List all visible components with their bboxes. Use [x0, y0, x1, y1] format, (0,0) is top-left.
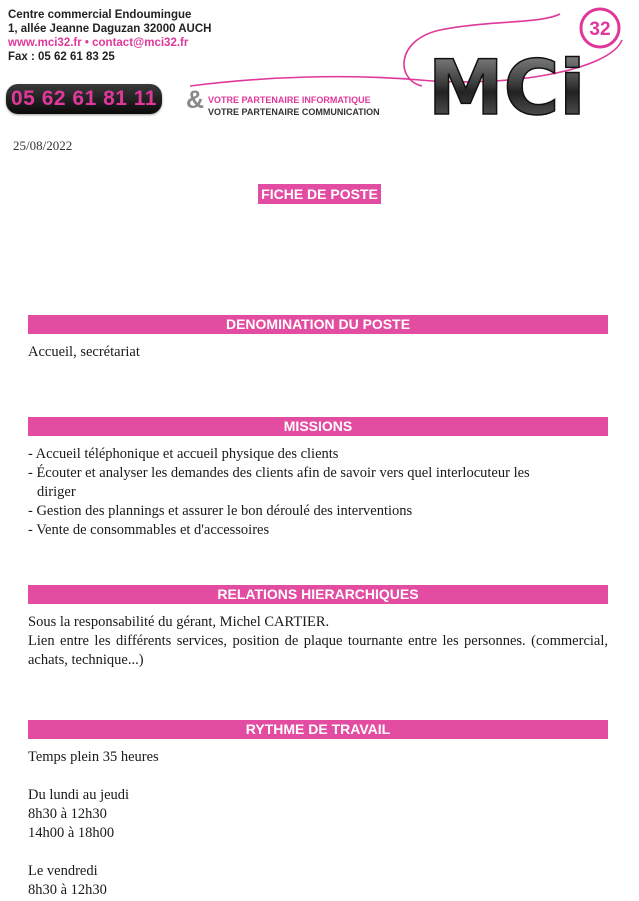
relations-manager-text: Sous la responsabilité du gérant, Michel CARTIER. — [28, 614, 330, 630]
tagline-communication: VOTRE PARTENAIRE COMMUNICATION — [208, 107, 380, 117]
list-item: - Accueil téléphonique et accueil physique des clients — [28, 446, 339, 462]
rythme-days-text: Du lundi au jeudi — [28, 787, 130, 803]
rythme-afternoon-text: 14h00 à 18h00 — [28, 825, 115, 841]
section-heading-rythme: RYTHME DE TRAVAIL — [28, 720, 608, 739]
section-heading-denomination: DENOMINATION DU POSTE — [28, 315, 608, 334]
denomination-text: Accueil, secrétariat — [28, 344, 140, 360]
company-web-email: www.mci32.fr • contact@mci32.fr — [8, 37, 189, 49]
document-title-row — [0, 184, 639, 204]
relations-role-text: Lien entre les différents services, position de plaque tournante entre les personnes. (commercial, achats, technique...) — [28, 633, 608, 668]
ampersand-mark: & — [186, 86, 205, 114]
company-fax: Fax : 05 62 61 83 25 — [8, 51, 115, 63]
spacer — [28, 843, 608, 862]
rythme-morning-text: 8h30 à 12h30 — [28, 806, 107, 822]
section-body-missions — [28, 445, 608, 540]
rythme-friday-text: Le vendredi — [28, 863, 98, 879]
company-name: Centre commercial Endoumingue — [8, 9, 192, 21]
rythme-friday-hours-text: 8h30 à 12h30 — [28, 882, 107, 898]
list-item: - Vente de consommables et d'accessoires — [28, 522, 270, 538]
section-heading-relations: RELATIONS HIERARCHIQUES — [28, 585, 608, 604]
section-heading-missions: MISSIONS — [28, 417, 608, 436]
section-body-relations — [28, 613, 608, 670]
list-item: - Gestion des plannings et assurer le bon déroulé des interventions — [28, 503, 413, 519]
list-item: - Écouter et analyser les demandes des clients afin de savoir vers quel interlocuteur les — [28, 465, 530, 481]
logo-mci-text: MCi — [428, 43, 586, 122]
section-body-rythme — [28, 748, 608, 900]
logo-badge-text: 32 — [589, 19, 611, 40]
section-body-denomination — [28, 343, 608, 362]
document-date: 25/08/2022 — [13, 138, 73, 153]
tagline — [208, 94, 380, 118]
document-title: FICHE DE POSTE — [258, 184, 381, 204]
rythme-hours-text: Temps plein 35 heures — [28, 749, 159, 765]
list-item: diriger — [37, 484, 76, 500]
phone-number-badge: 05 62 61 81 11 — [6, 84, 162, 114]
spacer — [28, 767, 608, 786]
tagline-informatique: VOTRE PARTENAIRE INFORMATIQUE — [208, 95, 371, 105]
company-address: 1, allée Jeanne Daguzan 32000 AUCH — [8, 23, 212, 35]
